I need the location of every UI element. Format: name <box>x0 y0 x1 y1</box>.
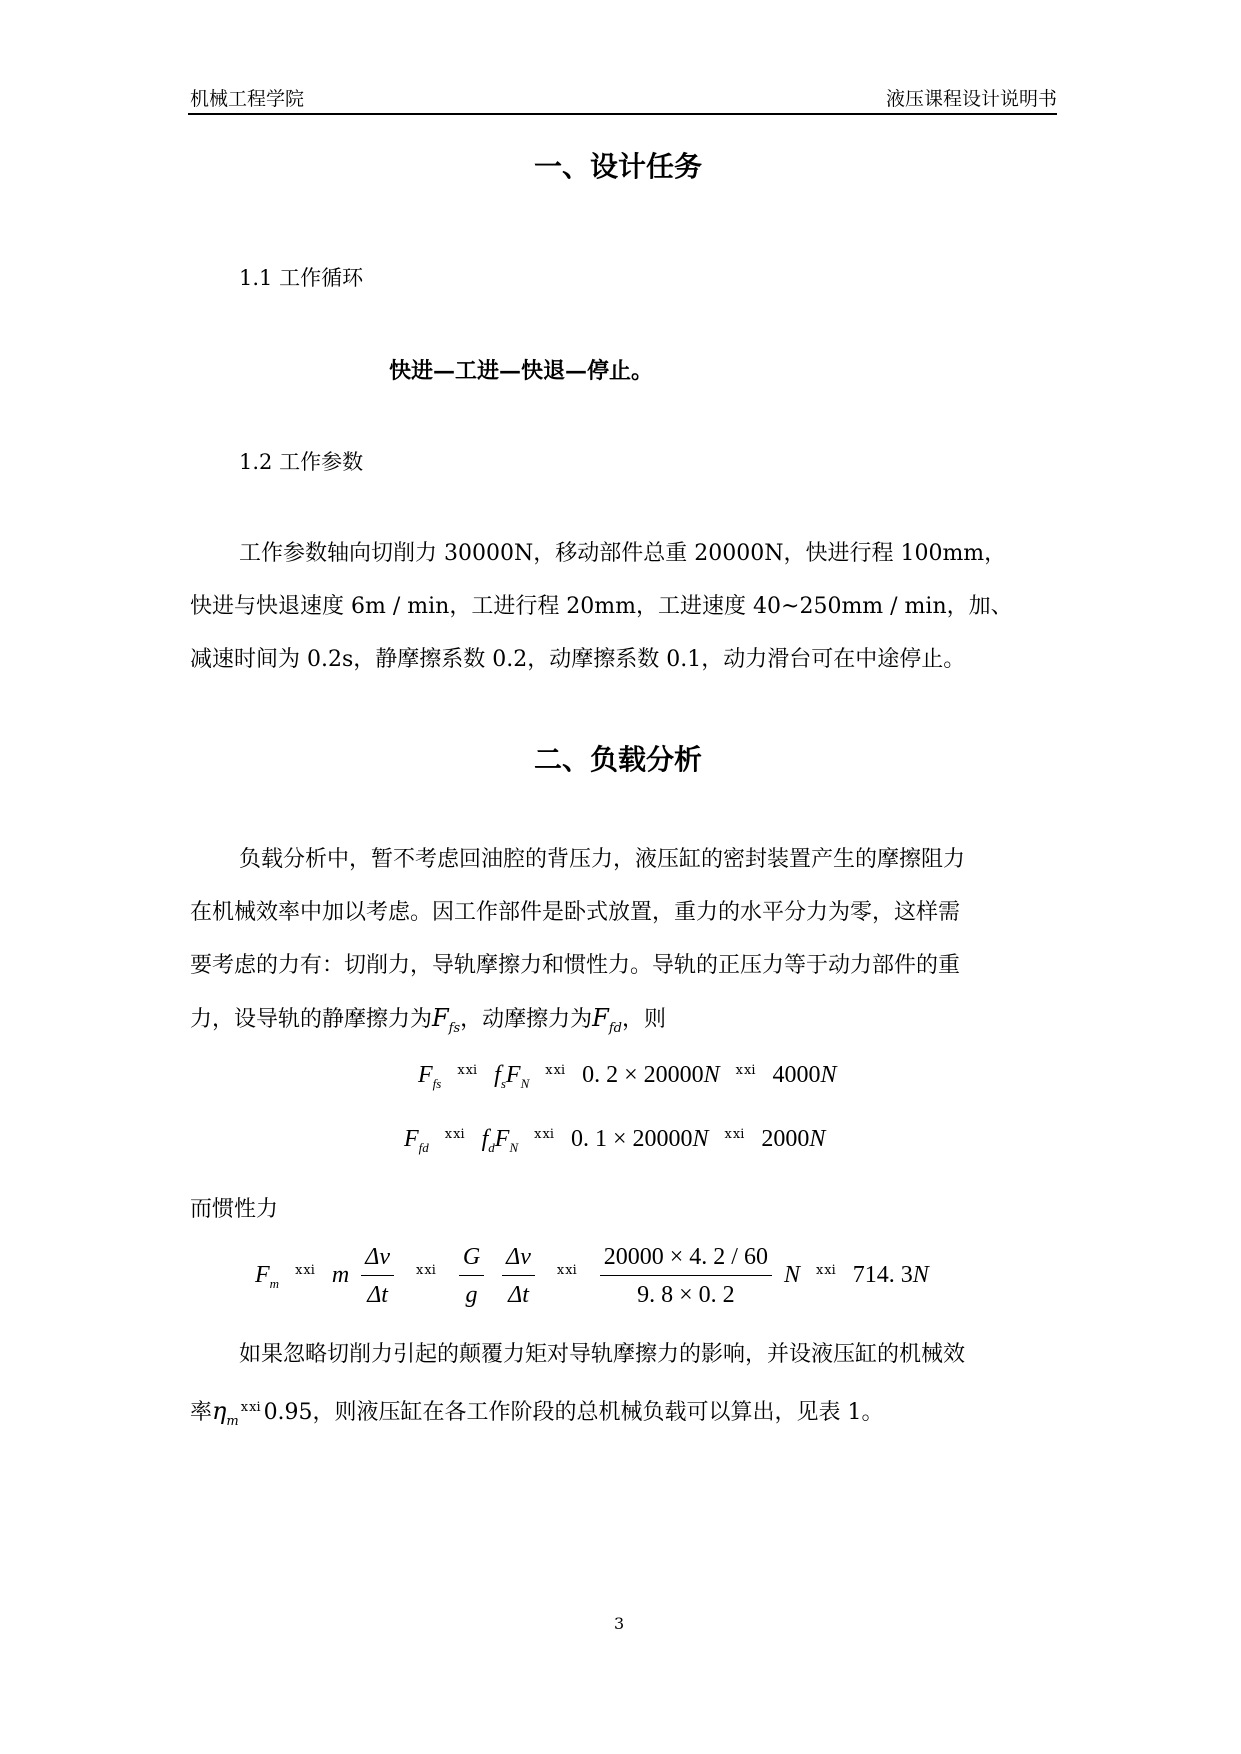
load-para-line-4-end: ，则 <box>621 1007 666 1032</box>
header-right-text: 液压课程设计说明书 <box>885 88 1057 110</box>
eq3-mass: m <box>331 1262 350 1289</box>
load-para-line-4 <box>190 992 666 1055</box>
subheading-work-cycle: 1.1 工作循环 <box>239 266 364 290</box>
final-para-line-2-start: 率 <box>190 1400 213 1425</box>
eq1-relation-3: ⅹⅺ <box>735 1062 757 1077</box>
eq3-fraction-2: $\frac{G}{g}$ <box>459 1244 484 1309</box>
eq2-lhs: $F_{fd}$ <box>404 1126 429 1155</box>
eq3-lhs: $F_m$ <box>255 1262 280 1292</box>
eq2-calc-unit: N <box>692 1126 709 1152</box>
work-cycle-text: 快进—工进—快退—停止。 <box>389 358 654 384</box>
eq1-relation-1: ⅹⅺ <box>457 1062 479 1077</box>
eq3-unit: N <box>783 1262 800 1289</box>
load-para-line-3: 要考虑的力有：切削力，导轨摩擦力和惯性力。导轨的正压力等于动力部件的重 <box>190 953 961 978</box>
dynamic-friction-symbol: $F_{fd}$ <box>592 1004 622 1036</box>
section2-title: 二、负载分析 <box>534 743 703 776</box>
eq3-relation-4: ⅹⅺ <box>815 1262 837 1278</box>
header-rule <box>188 113 1057 115</box>
final-para-line-2-end: ，则液压缸在各工作阶段的总机械负载可以算出，见表 1。 <box>312 1400 884 1425</box>
load-para-line-4-mid: ，动摩擦力为 <box>460 1007 593 1032</box>
eq1-result: 4000 <box>772 1062 821 1088</box>
equation-inertia-force <box>255 1244 929 1309</box>
eq2-relation-3: ⅹⅺ <box>724 1126 746 1141</box>
eq1-calc: 0. 2 × 20000 <box>582 1062 704 1088</box>
final-para-line-2 <box>190 1381 884 1448</box>
params-line-2: 快进与快退速度 6m / min，工进行程 20mm，工进速度 40~250mm / min，加、 <box>190 594 1013 619</box>
eq1-lhs: $F_{fs}$ <box>418 1062 442 1091</box>
subheading-work-params: 1.2 工作参数 <box>239 450 364 474</box>
equation-static-friction <box>418 1062 836 1092</box>
load-para-line-1: 负载分析中，暂不考虑回油腔的背压力，液压缸的密封装置产生的摩擦阻力 <box>239 847 966 872</box>
inertia-label: 而惯性力 <box>190 1197 279 1222</box>
efficiency-symbol: $\eta_m$ <box>212 1397 239 1429</box>
efficiency-value: 0.95 <box>263 1400 313 1425</box>
eq3-relation-1: ⅹⅺ <box>295 1262 316 1278</box>
params-line-1: 工作参数轴向切削力 30000N，移动部件总重 20000N，快进行程 100mm， <box>239 541 1007 566</box>
header-left-text: 机械工程学院 <box>190 88 305 110</box>
eq3-fraction-1: $\frac{\Delta v}{\Delta t}$ <box>361 1244 394 1309</box>
eq3-result-unit: N <box>912 1262 929 1289</box>
eq3-relation-2: ⅹⅺ <box>415 1262 437 1278</box>
eq1-calc-unit: N <box>703 1062 720 1088</box>
equation-dynamic-friction <box>404 1126 825 1156</box>
eq2-result-unit: N <box>809 1126 826 1152</box>
efficiency-relation: ⅹⅺ <box>240 1400 262 1415</box>
eq2-mid: $f_dF_N$ <box>481 1126 519 1155</box>
eq3-result: 714. 3 <box>852 1262 913 1289</box>
load-para-line-4-start: 力，设导轨的静摩擦力为 <box>190 1007 433 1032</box>
static-friction-symbol: $F_{fs}$ <box>432 1004 461 1036</box>
eq1-mid: $f_sF_N$ <box>494 1062 530 1091</box>
page-number: 3 <box>614 1614 625 1633</box>
section1-title: 一、设计任务 <box>534 150 703 183</box>
load-para-line-2: 在机械效率中加以考虑。因工作部件是卧式放置，重力的水平分力为零，这样需 <box>190 900 961 925</box>
eq2-result: 2000 <box>761 1126 810 1152</box>
eq2-calc: 0. 1 × 20000 <box>570 1126 693 1152</box>
eq3-relation-3: ⅹⅺ <box>556 1262 578 1278</box>
eq3-fraction-4: $\frac{20000 \times 4. 2 / 60}{9. 8 \times 0. 2}$ <box>600 1244 772 1309</box>
final-para-line-1: 如果忽略切削力引起的颠覆力矩对导轨摩擦力的影响，并设液压缸的机械效 <box>239 1342 966 1367</box>
eq2-relation-1: ⅹⅺ <box>444 1126 466 1141</box>
eq1-result-unit: N <box>820 1062 837 1088</box>
params-line-3: 减速时间为 0.2s，静摩擦系数 0.2，动摩擦系数 0.1，动力滑台可在中途停止。 <box>190 647 966 672</box>
eq1-relation-2: ⅹⅺ <box>545 1062 567 1077</box>
eq3-fraction-3: $\frac{\Delta v}{\Delta t}$ <box>502 1244 535 1309</box>
eq2-relation-2: ⅹⅺ <box>534 1126 555 1141</box>
